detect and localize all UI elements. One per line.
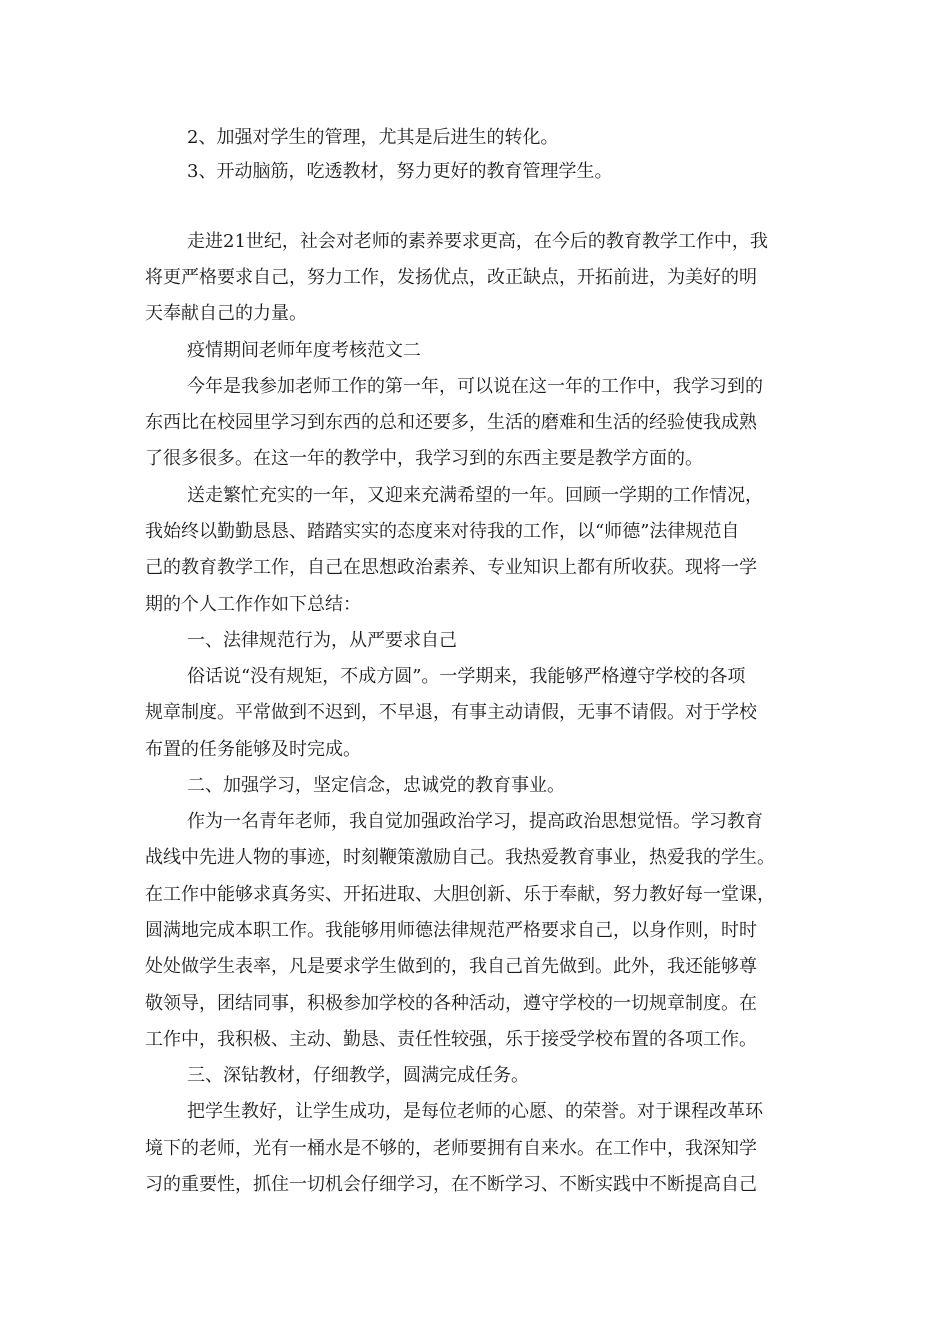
paragraph-line: 将更严格要求自己，努力工作，发扬优点，改正缺点，开拓前进，为美好的明 <box>145 267 757 288</box>
paragraph-line: 我始终以勤勤恳恳、踏踏实实的态度来对待我的工作，以“师德”法律规范自 <box>145 521 740 542</box>
paragraph-line: 习的重要性，抓住一切机会仔细学习，在不断学习、不断实践中不断提高自己 <box>145 1174 757 1195</box>
paragraph-line: 走进21世纪，社会对老师的素养要求更高，在今后的教育教学工作中，我 <box>187 231 768 252</box>
paragraph-line: 期的个人工作作如下总结： <box>145 594 361 615</box>
paragraph-line: 处处做学生表率，凡是要求学生做到的，我自己首先做到。此外，我还能够尊 <box>145 956 757 977</box>
section-heading: 二、加强学习，坚定信念，忠诚党的教育事业。 <box>187 775 565 796</box>
paragraph-line: 己的教育教学工作，自己在思想政治素养、专业知识上都有所收获。现将一学 <box>145 557 757 578</box>
paragraph-line: 作为一名青年老师，我自觉加强政治学习，提高政治思想觉悟。学习教育 <box>187 811 763 832</box>
paragraph-line: 送走繁忙充实的一年，又迎来充满希望的一年。回顾一学期的工作情况， <box>187 485 763 506</box>
paragraph-line: 圆满地完成本职工作。我能够用师德法律规范严格要求自己，以身作则，时时 <box>145 920 757 941</box>
list-item: 2、加强对学生的管理，尤其是后进生的转化。 <box>187 127 559 148</box>
section-heading: 三、深钻教材，仔细教学，圆满完成任务。 <box>187 1065 529 1086</box>
paragraph-line: 天奉献自己的力量。 <box>145 303 307 324</box>
section-title: 疫情期间老师年度考核范文二 <box>187 340 421 361</box>
list-item: 3、开动脑筋，吃透教材，努力更好的教育管理学生。 <box>187 161 613 182</box>
paragraph-line: 规章制度。平常做到不迟到，不早退，有事主动请假，无事不请假。对于学校 <box>145 702 757 723</box>
paragraph-line: 把学生教好，让学生成功，是每位老师的心愿、的荣誉。对于课程改革环 <box>187 1101 763 1122</box>
paragraph-line: 战线中先进人物的事迹，时刻鞭策激励自己。我热爱教育事业，热爱我的学生。 <box>145 847 775 868</box>
paragraph-line: 了很多很多。在这一年的教学中，我学习到的东西主要是教学方面的。 <box>145 448 703 469</box>
paragraph-line: 敬领导，团结同事，积极参加学校的各种活动，遵守学校的一切规章制度。在 <box>145 993 757 1014</box>
paragraph-line: 俗话说“没有规矩，不成方圆”。一学期来，我能够严格遵守学校的各项 <box>187 666 746 687</box>
section-heading: 一、法律规范行为，从严要求自己 <box>187 630 457 651</box>
paragraph-line: 在工作中能够求真务实、开拓进取、大胆创新、乐于奉献，努力教好每一堂课， <box>145 884 775 905</box>
paragraph-line: 工作中，我积极、主动、勤恳、责任性较强，乐于接受学校布置的各项工作。 <box>145 1029 757 1050</box>
paragraph-line: 布置的任务能够及时完成。 <box>145 739 361 760</box>
paragraph-line: 境下的老师，光有一桶水是不够的，老师要拥有自来水。在工作中，我深知学 <box>145 1138 757 1159</box>
paragraph-line: 东西比在校园里学习到东西的总和还要多，生活的磨难和生活的经验使我成熟 <box>145 412 757 433</box>
paragraph-line: 今年是我参加老师工作的第一年，可以说在这一年的工作中，我学习到的 <box>187 376 763 397</box>
